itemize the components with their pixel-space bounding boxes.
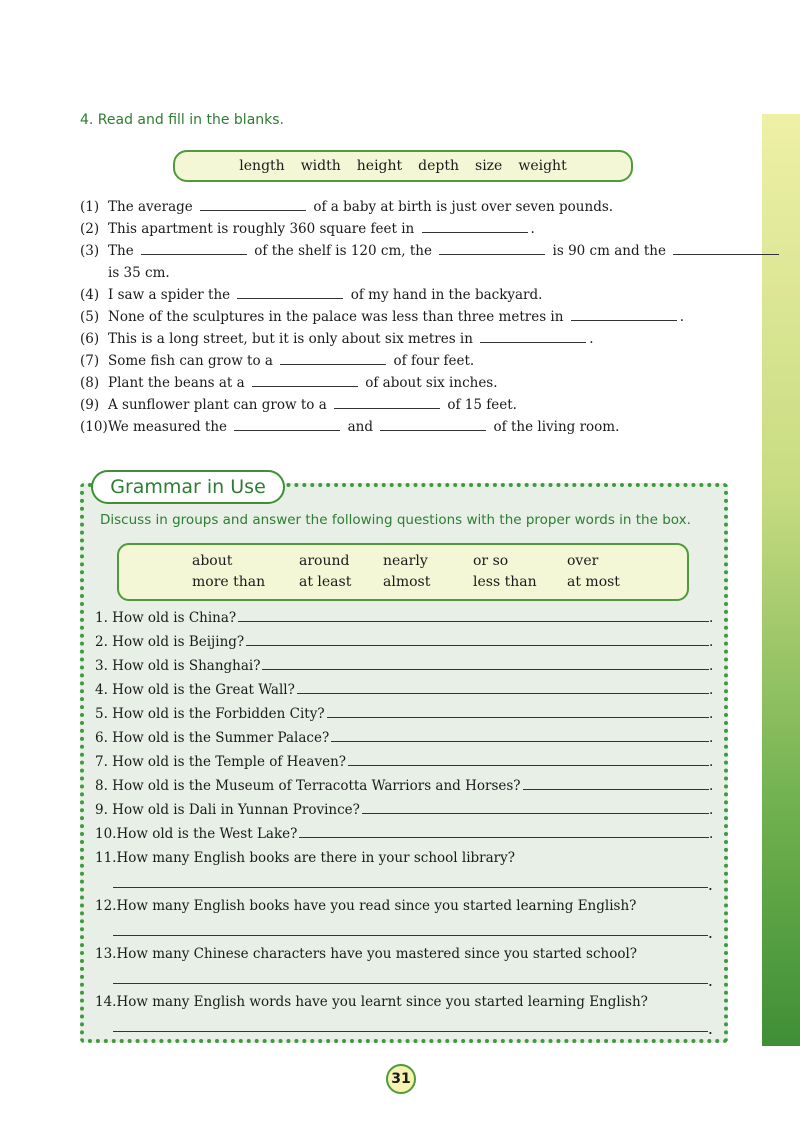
- answer-line[interactable]: [246, 631, 709, 646]
- blank[interactable]: [234, 418, 340, 431]
- grammar-question: 5. How old is the Forbidden City? .: [95, 702, 713, 726]
- fill-in-list: [80, 196, 740, 438]
- grammar-question: 3. How old is Shanghai? .: [95, 654, 713, 678]
- grammar-question: 9. How old is Dali in Yunnan Province? .: [95, 798, 713, 822]
- question-row: (4) I saw a spider the of my hand in the backyard.: [80, 287, 543, 303]
- blank[interactable]: [200, 198, 306, 211]
- answer-line[interactable]: [299, 823, 709, 838]
- answer-line[interactable]: [331, 727, 709, 742]
- blank[interactable]: [480, 330, 586, 343]
- grammar-question-long: 11.How many English books are there in your school library? .: [95, 850, 713, 894]
- grammar-question-long: 14.How many English words have you learnt since you started learning English? .: [95, 994, 713, 1038]
- grammar-word-box: [117, 543, 689, 601]
- grammar-question: 1. How old is China? .: [95, 606, 713, 630]
- answer-line[interactable]: [113, 875, 708, 888]
- grammar-question: 6. How old is the Summer Palace? .: [95, 726, 713, 750]
- question-row: (10)We measured the and of the living room.: [80, 419, 620, 435]
- word-box: [173, 150, 633, 182]
- word: at least: [299, 574, 352, 590]
- page-number: 31: [386, 1064, 416, 1094]
- blank[interactable]: [439, 242, 545, 255]
- question-row: (1) The average of a baby at birth is just over seven pounds.: [80, 199, 614, 215]
- word: or so: [473, 553, 509, 569]
- answer-line[interactable]: [523, 775, 709, 790]
- word: less than: [473, 574, 537, 590]
- answer-line[interactable]: [262, 655, 709, 670]
- grammar-question-list: [95, 606, 713, 1038]
- word: size: [475, 158, 503, 174]
- word: at most: [567, 574, 620, 590]
- blank[interactable]: [237, 286, 343, 299]
- blank[interactable]: [334, 396, 440, 409]
- grammar-question-long: 12.How many English books have you read since you started learning English? .: [95, 898, 713, 942]
- blank[interactable]: [141, 242, 247, 255]
- word: depth: [418, 158, 460, 174]
- section-title: Grammar in Use: [91, 470, 285, 504]
- word: width: [300, 158, 341, 174]
- grammar-question: 7. How old is the Temple of Heaven? .: [95, 750, 713, 774]
- grammar-question-long: 13.How many Chinese characters have you mastered since you started school? .: [95, 946, 713, 990]
- answer-line[interactable]: [362, 799, 709, 814]
- word: about: [192, 553, 233, 569]
- instruction: Discuss in groups and answer the following questions with the proper words in the box.: [100, 512, 691, 528]
- word: over: [567, 553, 599, 569]
- word: almost: [383, 574, 431, 590]
- word: height: [356, 158, 403, 174]
- blank[interactable]: [252, 374, 358, 387]
- word: weight: [518, 158, 567, 174]
- question-row: (8) Plant the beans at a of about six inches.: [80, 375, 498, 391]
- blank[interactable]: [422, 220, 528, 233]
- blank[interactable]: [673, 242, 779, 255]
- blank[interactable]: [571, 308, 677, 321]
- question-row-continued: is 35 cm.: [108, 265, 170, 281]
- answer-line[interactable]: [113, 923, 708, 936]
- blank[interactable]: [280, 352, 386, 365]
- grammar-question: 2. How old is Beijing? .: [95, 630, 713, 654]
- question-row: (2) This apartment is roughly 360 square feet in .: [80, 221, 535, 237]
- answer-line[interactable]: [238, 607, 709, 622]
- answer-line[interactable]: [113, 971, 708, 984]
- exercise-title: 4. Read and fill in the blanks.: [80, 112, 284, 128]
- word: length: [239, 158, 285, 174]
- word: around: [299, 553, 350, 569]
- question-row: (7) Some fish can grow to a of four feet.: [80, 353, 475, 369]
- word: nearly: [383, 553, 428, 569]
- question-row: (3) The of the shelf is 120 cm, the is 90 cm and the: [80, 240, 740, 262]
- grammar-question: 4. How old is the Great Wall? .: [95, 678, 713, 702]
- answer-line[interactable]: [113, 1019, 708, 1032]
- grammar-question: 8. How old is the Museum of Terracotta Warriors and Horses? .: [95, 774, 713, 798]
- answer-line[interactable]: [297, 679, 709, 694]
- answer-line[interactable]: [348, 751, 709, 766]
- question-row: (5) None of the sculptures in the palace was less than three metres in .: [80, 309, 685, 325]
- question-row: (6) This is a long street, but it is only about six metres in .: [80, 331, 594, 347]
- blank[interactable]: [380, 418, 486, 431]
- question-row: (9) A sunflower plant can grow to a of 15 feet.: [80, 397, 517, 413]
- word: more than: [192, 574, 266, 590]
- grammar-question: 10.How old is the West Lake? .: [95, 822, 713, 846]
- answer-line[interactable]: [327, 703, 709, 718]
